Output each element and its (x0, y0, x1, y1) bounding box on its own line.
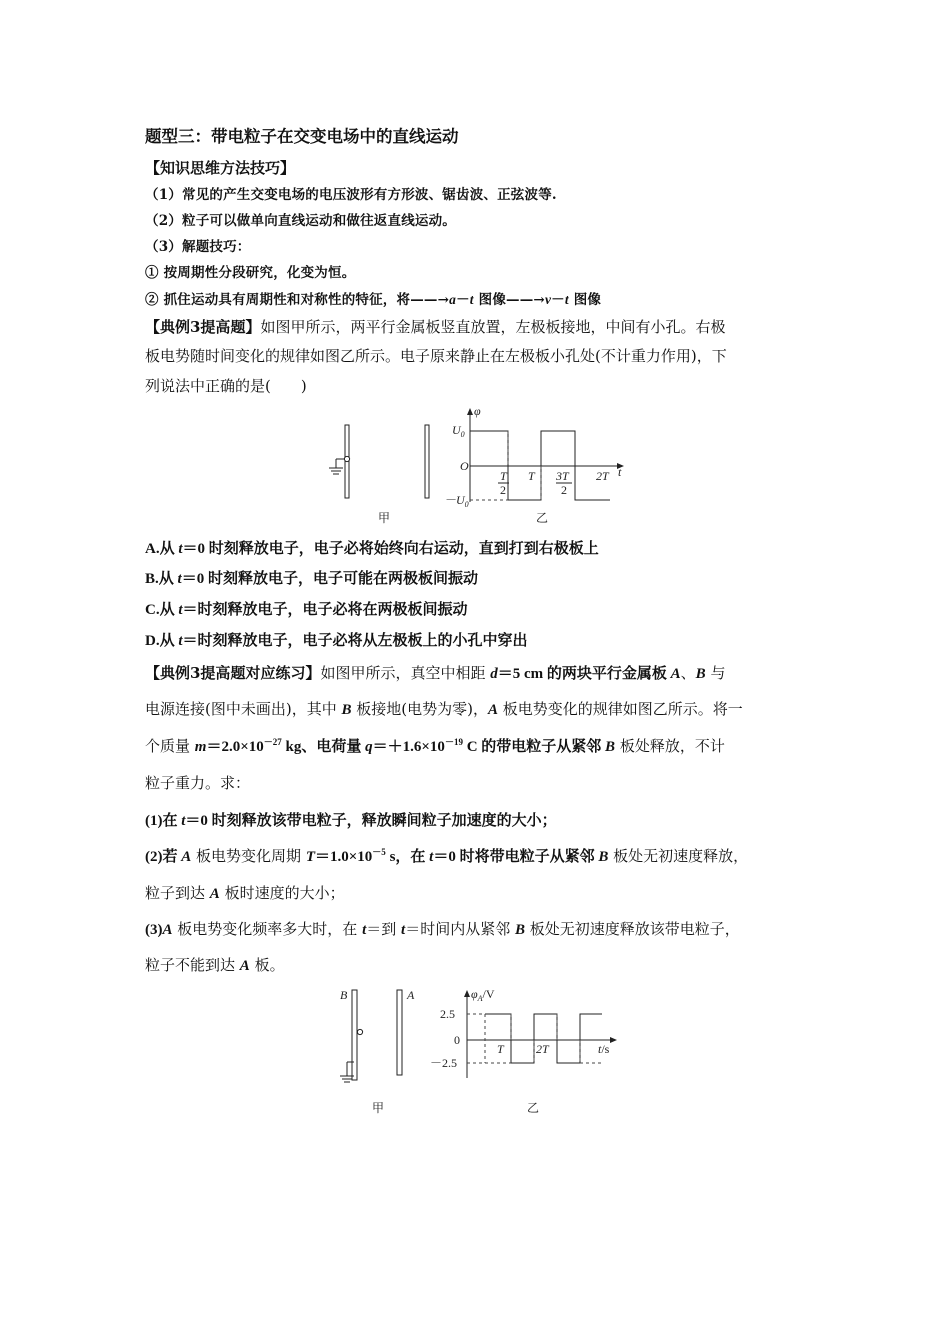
tip-4: ① 按周期性分段研究，化变为恒。 (145, 265, 356, 281)
option-b: B.从 t＝0 时刻释放电子，电子可能在两极板间振动 (145, 571, 478, 587)
axis-phi-a-label: $\varphi_A/V$ (471, 987, 495, 1003)
figure-2 (330, 982, 650, 1122)
var-t: t (469, 292, 474, 307)
figure-1-caption-left: 甲 (378, 511, 391, 525)
figure-2-caption-left: 甲 (372, 1101, 385, 1115)
tick-t: T (528, 469, 535, 483)
plate-a-label: A (407, 988, 415, 1002)
example1-tag: 【典例3提高题】 (145, 318, 261, 336)
tick-half-t-num: T (500, 469, 507, 483)
dash: － (456, 292, 470, 308)
tick-2t: 2T (596, 469, 609, 483)
axis-t-label: t/s (598, 1042, 610, 1056)
tip-5-end: 图像 (568, 292, 602, 308)
example2-line4: 粒子重力。求： (145, 774, 251, 792)
question-2-cont: 粒子到达 A 板时速度的大小； (145, 884, 345, 902)
figure-2-caption-right: 乙 (527, 1101, 540, 1115)
example2-tag: 【典例3提高题对应练习】 (145, 664, 321, 682)
tick-3half-t-num: 3T (556, 469, 569, 483)
example2-line3: 个质量 $m=2.0\times 10^{-27}$ kg、电荷量 $q=+1.6\times 10^{-19}$ C 的带电粒子从紧邻 B 板处释放，不计 (145, 737, 725, 755)
question-3: (3)A 板电势变化频率多大时，在 t＝到 t＝时间内从紧邻 B 板处无初速度释放该带电粒子， (145, 920, 740, 938)
example1-line2: 板电势随时间变化的规律如图乙所示。电子原来静止在左极板小孔处(不计重力作用)，下 (145, 347, 727, 365)
value-pos-label: 2.5 (440, 1007, 455, 1021)
question-1: (1)在 t＝0 时刻释放该带电粒子，释放瞬间粒子加速度的大小； (145, 813, 557, 829)
tick-2t: 2T (536, 1042, 549, 1056)
axis-t-label: t (618, 465, 622, 479)
option-a: A.从 t＝0 时刻释放电子，电子必将始终向右运动，直到打到右极板上 (145, 541, 599, 557)
tips-header: 【知识思维方法技巧】 (145, 159, 296, 177)
question-2: (2)若 A 板电势变化周期 $T=1.0\times 10^{-5}$ s，在 t＝0 时将带电粒子从紧邻 B 板处无初速度释放， (145, 847, 749, 865)
tick-3half-t-den: 2 (561, 483, 567, 497)
tip-1: （1）常见的产生交变电场的电压波形有方形波、锯齿波、正弦波等. (145, 187, 557, 203)
figure-1-caption-right: 乙 (536, 511, 549, 525)
plate-b-label: B (340, 988, 348, 1002)
example1-line1 (145, 317, 725, 337)
var-v: v (544, 292, 552, 307)
example2-line2: 电源连接(图中未画出)，其中 B 板接地(电势为零)，A 板电势变化的规律如图乙所示。将一 (145, 700, 743, 718)
tip-5 (145, 290, 601, 310)
dash: － (551, 292, 565, 308)
value-zero-label: 0 (454, 1033, 460, 1047)
tip-3: （3）解题技巧： (145, 239, 251, 255)
section-heading: 题型三：带电粒子在交变电场中的直线运动 (145, 127, 459, 146)
option-d: D.从 t＝时刻释放电子，电子必将从左极板上的小孔中穿出 (145, 633, 528, 649)
tick-t: T (497, 1042, 504, 1056)
example1-line3: 列说法中正确的是( ) (145, 377, 307, 395)
axis-phi-label: φ (474, 404, 481, 418)
var-a: a (449, 292, 457, 307)
figure-1-plates (329, 425, 429, 498)
example2-line1: 【典例3提高题对应练习】如图甲所示，真空中相距 d＝5 cm 的两块平行金属板 A、B 与 (145, 664, 726, 682)
figure-1 (320, 400, 650, 530)
tip-5-prefix: ② 抓住运动具有周期性和对称性的特征，将——→ (145, 292, 450, 308)
figure-2-plates (340, 990, 402, 1082)
origin-label: O (460, 459, 469, 473)
tick-half-t-den: 2 (500, 483, 506, 497)
tip-5-mid: 图像——→ (473, 292, 545, 308)
option-c: C.从 t＝时刻释放电子，电子必将在两极板间振动 (145, 602, 468, 618)
figure-1-graph (467, 408, 624, 502)
var-t: t (564, 292, 569, 307)
example1-text: 如图甲所示，两平行金属板竖直放置，左极板接地，中间有小孔。右极 (260, 318, 726, 336)
neg-u0-label: $-U_0$ (444, 493, 469, 509)
tip-2: （2）粒子可以做单向直线运动和做往返直线运动。 (145, 213, 456, 229)
figure-2-graph (464, 990, 617, 1078)
value-neg-label: －2.5 (430, 1056, 458, 1070)
question-3-cont: 粒子不能到达 A 板。 (145, 956, 285, 974)
u0-label: $U_0$ (452, 423, 465, 439)
